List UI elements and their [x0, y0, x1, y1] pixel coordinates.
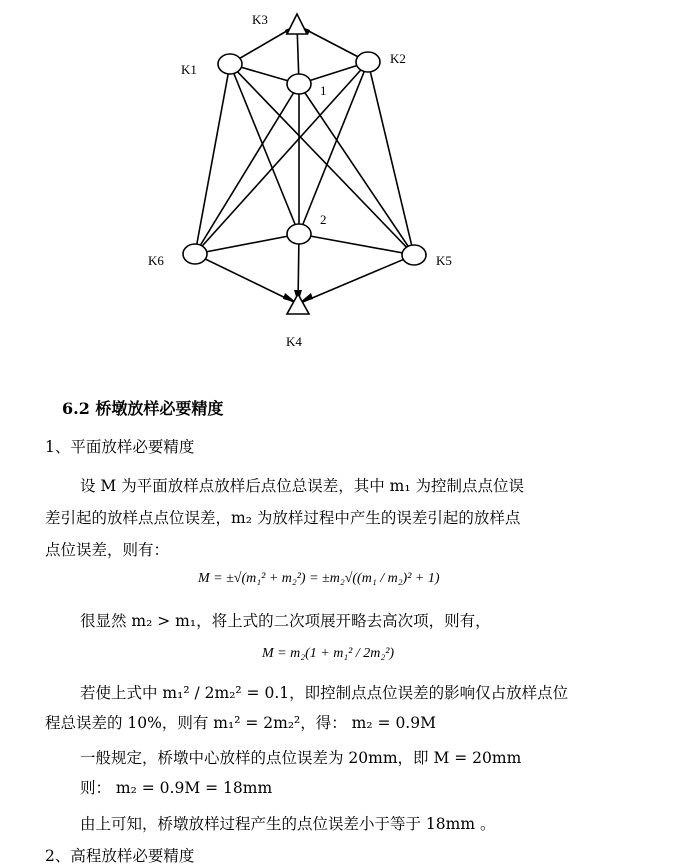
paragraph-3-line-2: 程总误差的 10%，则有 m₁² = 2m₂²，得： m₂ = 0.9M	[45, 714, 436, 732]
point-k1	[218, 54, 242, 74]
line-k5-k4	[298, 255, 414, 304]
paragraph-1-line-1: 设 M 为平面放样点放样后点位总误差，其中 m₁ 为控制点点位误	[80, 477, 524, 495]
line-k2-k6	[195, 62, 368, 254]
paragraph-1-line-3: 点位误差，则有：	[45, 541, 170, 559]
equation-1: M = ±√(m₁² + m₂²) = ±m₂√((m₁ / m₂)² + 1)	[198, 571, 440, 586]
point-1	[287, 74, 311, 94]
paragraph-3-line-1: 若使上式中 m₁² / 2m₂² = 0.1，即控制点点位误差的影响仅占放样点位	[80, 684, 569, 702]
label-k3: K3	[252, 12, 268, 27]
point-2	[287, 224, 311, 244]
subheading-plane: 1、平面放样必要精度	[45, 438, 195, 456]
paragraph-6: 由上可知，桥墩放样过程产生的点位误差小于等于 18mm 。	[80, 815, 496, 833]
label-k5: K5	[436, 253, 452, 268]
line-k2-k5	[368, 62, 414, 255]
paragraph-4: 一般规定，桥墩中心放样的点位误差为 20mm，即 M = 20mm	[80, 749, 522, 767]
label-k2: K2	[390, 51, 406, 66]
line-k6-k4	[195, 254, 298, 304]
k4-triangle-icon	[287, 294, 309, 314]
paragraph-5: 则： m₂ = 0.9M = 18mm	[80, 779, 273, 797]
subheading-elevation: 2、高程放样必要精度	[45, 847, 195, 865]
label-2: 2	[320, 212, 327, 227]
equation-2: M = m₂(1 + m₁² / 2m₂²)	[262, 646, 395, 661]
paragraph-2: 很显然 m₂ > m₁，将上式的二次项展开略去高次项，则有，	[80, 612, 491, 630]
point-k5	[402, 245, 426, 265]
paragraph-1-line-2: 差引起的放样点点位误差，m₂ 为放样过程中产生的误差引起的放样点	[45, 509, 521, 527]
line-1-k5	[299, 84, 414, 255]
label-k6: K6	[148, 253, 164, 268]
k3-triangle-icon	[287, 14, 307, 34]
label-k4: K4	[286, 334, 302, 349]
control-network-diagram	[0, 0, 679, 370]
label-1: 1	[320, 83, 327, 98]
point-k2	[356, 52, 380, 72]
label-k1: K1	[181, 62, 197, 77]
section-heading: 6.2 桥墩放样必要精度	[62, 399, 224, 418]
point-k6	[183, 244, 207, 264]
